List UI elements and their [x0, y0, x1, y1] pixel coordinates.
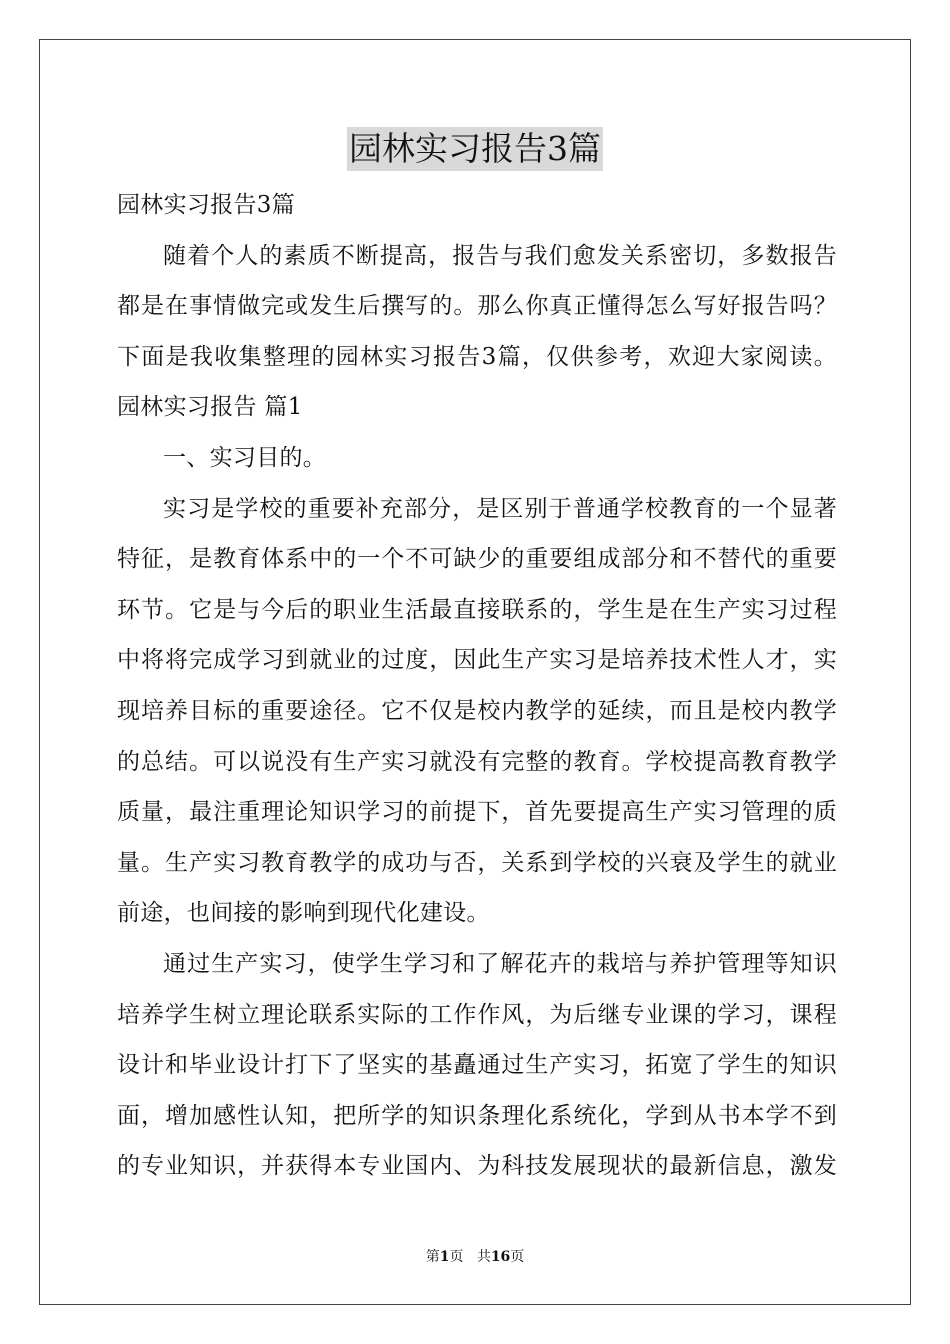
text-line: 都是在事情做完或发生后撰写的。那么你真正懂得怎么写好报告吗？ [117, 293, 837, 320]
text-line: 中将将完成学习到就业的过度，因此生产实习是培养技术性人才，实 [117, 647, 837, 674]
text-line: 的总结。可以说没有生产实习就没有完整的教育。学校提高教育教学 [117, 748, 837, 775]
text-line: 一、实习目的。 [163, 444, 327, 471]
text-line: 面，增加感性认知，把所学的知识条理化系统化，学到从书本学不到 [117, 1102, 837, 1129]
text-line: 前途，也间接的影响到现代化建设。 [117, 900, 490, 927]
text-line: 实习是学校的重要补充部分，是区别于普通学校教育的一个显著 [163, 495, 837, 522]
page-prefix: 第 [425, 1249, 440, 1265]
title-container [0, 127, 950, 171]
text-line: 现培养目标的重要途径。它不仅是校内教学的延续，而且是校内教学 [117, 697, 837, 724]
text-line: 园林实习报告3篇 [117, 192, 296, 218]
text-line: 特征，是教育体系中的一个不可缺少的重要组成部分和不替代的重要 [117, 546, 837, 573]
text-line: 量。生产实习教育教学的成功与否，关系到学校的兴衰及学生的就业 [117, 849, 837, 876]
text-line: 的专业知识，并获得本专业国内、为科技发展现状的最新信息，激发 [117, 1153, 837, 1180]
total-pages: 16 [490, 1249, 511, 1265]
text-line: 质量，最注重理论知识学习的前提下，首先要提高生产实习管理的质 [117, 799, 837, 826]
text-line: 环节。它是与今后的职业生活最直接联系的，学生是在生产实习过程 [117, 596, 837, 623]
page-footer [0, 1246, 950, 1266]
text-line: 通过生产实习，使学生学习和了解花卉的栽培与养护管理等知识 [163, 950, 837, 977]
text-line: 下面是我收集整理的园林实习报告3篇，仅供参考，欢迎大家阅读。 [117, 343, 837, 370]
page-number: 1 [439, 1249, 450, 1265]
page-suffix: 页 [449, 1249, 464, 1265]
text-line: 园林实习报告 篇1 [117, 394, 303, 421]
total-prefix: 共 [476, 1249, 491, 1265]
document-body [117, 180, 837, 1192]
text-line: 设计和毕业设计打下了坚实的基矗通过生产实习，拓宽了学生的知识 [117, 1052, 837, 1079]
text-line: 培养学生树立理论联系实际的工作作风，为后继专业课的学习，课程 [117, 1001, 837, 1028]
text-line: 随着个人的素质不断提高，报告与我们愈发关系密切，多数报告 [163, 242, 837, 269]
document-title: 园林实习报告3篇 [347, 127, 603, 171]
total-suffix: 页 [510, 1249, 525, 1265]
